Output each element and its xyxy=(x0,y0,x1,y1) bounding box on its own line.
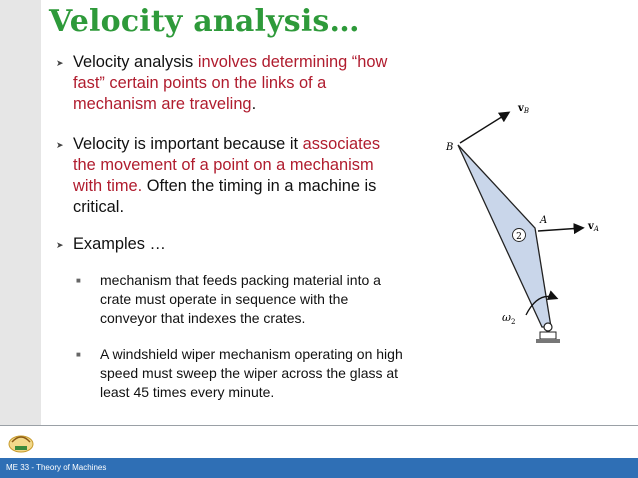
ground-support xyxy=(540,332,556,339)
label-b: B xyxy=(446,142,454,153)
velocity-a-arrow xyxy=(538,228,582,231)
bullet-3-text xyxy=(73,234,406,255)
label-a: A xyxy=(540,215,548,226)
bullet-2 xyxy=(56,134,406,218)
footer-course-label: ME 33 - Theory of Machines xyxy=(6,463,107,472)
arrow-bullet-icon: ➤ xyxy=(56,140,64,150)
label-omega-sub: 2 xyxy=(510,318,516,326)
label-omega xyxy=(502,311,515,326)
bullet-2-part-2: associates the movement of a point on a mechanism with time. xyxy=(73,135,381,195)
bullet-1 xyxy=(56,52,406,115)
sub-bullet-2 xyxy=(76,345,406,402)
ground-pivot xyxy=(544,323,552,331)
footer-bar xyxy=(0,458,638,478)
bullet-2-part-1: Velocity is important because it xyxy=(73,135,303,153)
ground-base xyxy=(536,339,560,343)
sub-bullet-2-text: A windshield wiper mechanism operating on high speed must sweep the wiper across the glass at least 45 times every minute. xyxy=(100,346,403,400)
slide-title: Velocity analysis… xyxy=(49,4,360,39)
sub-bullet-1 xyxy=(76,271,406,328)
label-va-sub: A xyxy=(593,225,599,233)
label-vb-main: v xyxy=(518,103,524,114)
bullet-1-text xyxy=(73,52,406,115)
label-va-main: v xyxy=(588,221,594,232)
bullet-3 xyxy=(56,234,406,255)
bullet-3-part-1: Examples … xyxy=(73,235,166,253)
sub-bullet-1-text: mechanism that feeds packing material into a crate must operate in sequence with the conveyor that indexes the crates. xyxy=(100,272,381,326)
footer-divider xyxy=(0,425,638,426)
arrow-bullet-icon: ➤ xyxy=(56,240,64,250)
bullet-1-part-3: . xyxy=(251,95,257,113)
velocity-b-arrow xyxy=(460,113,508,143)
dot-bullet-icon: ■ xyxy=(76,350,81,359)
bullet-1-part-2: involves determining “how fast” certain points on the links of a mechanism are traveling xyxy=(73,53,388,113)
bullet-1-part-1: Velocity analysis xyxy=(73,53,198,71)
label-omega-main: ω xyxy=(502,311,511,324)
link-number: 2 xyxy=(516,232,522,242)
label-va xyxy=(587,221,599,233)
bullet-2-text xyxy=(73,134,406,218)
label-vb-sub: B xyxy=(523,107,529,115)
dot-bullet-icon: ■ xyxy=(76,276,81,285)
label-vb xyxy=(517,103,529,115)
left-margin-bar xyxy=(0,0,41,425)
institution-logo-icon xyxy=(6,430,36,454)
mechanism-diagram xyxy=(410,95,610,355)
bullet-2-part-3: Often the timing in a machine is critical. xyxy=(73,177,377,216)
arrow-bullet-icon: ➤ xyxy=(56,58,64,68)
